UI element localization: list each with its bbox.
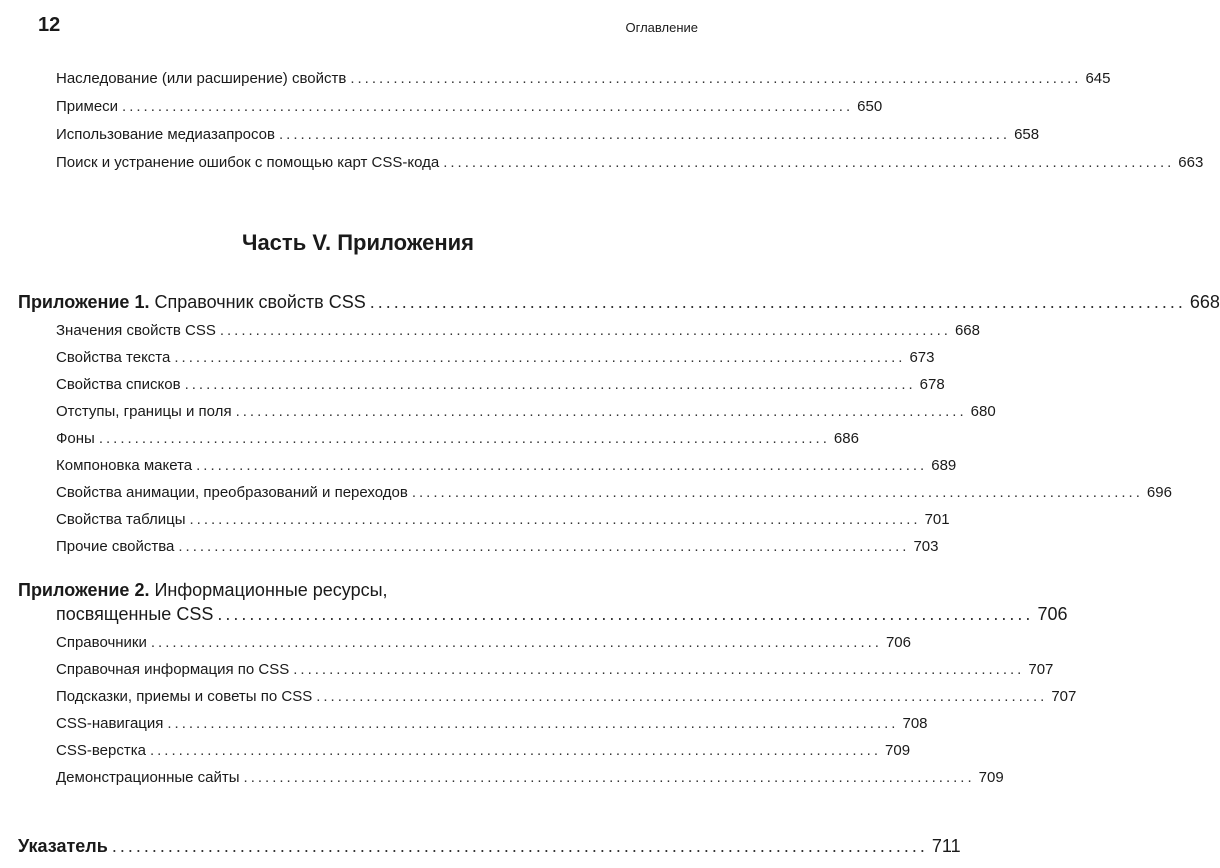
toc-entry-page: 673 <box>909 349 935 366</box>
leader-dots: ...................................................................................................... <box>235 403 967 420</box>
toc-entry-page: 706 <box>1037 604 1068 624</box>
toc-entry-label: Свойства текста <box>56 349 171 366</box>
appendix-2-prefix: Приложение 2. <box>18 580 150 600</box>
appendix-2-heading-cont[interactable] <box>56 604 1068 625</box>
index-label-text: Указатель <box>18 836 108 856</box>
toc-entry-label: Прочие свойства <box>56 538 175 555</box>
toc-entry-page: 668 <box>1189 292 1220 312</box>
leader-dots: ...................................................................................................... <box>150 634 882 651</box>
toc-entry-page: 707 <box>1051 688 1077 705</box>
toc-entry-label: Свойства таблицы <box>56 511 186 528</box>
toc-entry[interactable] <box>56 688 1077 705</box>
toc-entry-label: Подсказки, приемы и советы по CSS <box>56 688 313 705</box>
toc-entry-page: 663 <box>1178 154 1204 171</box>
toc-entry-label: CSS-навигация <box>56 715 164 732</box>
toc-entry-page: 709 <box>978 769 1004 786</box>
toc-entry-page: 696 <box>1146 484 1172 501</box>
leader-dots: ...................................................................................................... <box>293 661 1025 678</box>
leader-dots: ...................................................................................................... <box>219 322 951 339</box>
toc-entry[interactable] <box>56 511 950 528</box>
leader-dots: ...................................................................................................... <box>149 742 882 759</box>
running-header: Оглавление <box>625 20 698 35</box>
leader-dots: ...................................................................................................... <box>111 836 928 856</box>
toc-entry-label: Отступы, границы и поля <box>56 403 232 420</box>
toc-entry-page: 706 <box>885 634 911 651</box>
toc-entry-page: 650 <box>857 98 883 115</box>
leader-dots: ...................................................................................................... <box>243 769 975 786</box>
toc-entry-page: 703 <box>913 538 939 555</box>
leader-dots: ...................................................................................................... <box>189 511 921 528</box>
index-entry[interactable] <box>18 836 961 857</box>
leader-dots: ...................................................................................................... <box>316 688 1048 705</box>
toc-entry-page: 689 <box>931 457 957 474</box>
leader-dots: ...................................................................................................... <box>178 538 910 555</box>
toc-entry-label: Примеси <box>56 98 119 115</box>
toc-entry[interactable] <box>56 403 996 420</box>
leader-dots: ...................................................................................................... <box>184 376 916 393</box>
appendix-2-title-cont: посвященные CSS <box>56 604 214 624</box>
appendix-1-prefix: Приложение 1. <box>18 292 150 312</box>
index-label <box>18 836 108 857</box>
toc-entry[interactable] <box>56 349 935 366</box>
toc-entry-page: 680 <box>970 403 996 420</box>
toc-entry-page: 708 <box>902 715 928 732</box>
toc-entry[interactable] <box>56 457 957 474</box>
leader-dots: ...................................................................................................... <box>174 349 906 366</box>
toc-entry[interactable] <box>56 538 939 555</box>
appendix-1-heading[interactable] <box>18 292 1220 313</box>
appendix-2-heading[interactable] <box>18 580 698 601</box>
leader-dots: ...................................................................................................... <box>98 430 830 447</box>
appendix-1-title: Справочник свойств CSS <box>154 292 366 312</box>
appendix-2-title: Информационные ресурсы, <box>154 580 388 600</box>
toc-entry-page: 709 <box>885 742 911 759</box>
page-number: 12 <box>38 14 61 36</box>
toc-entry-label: Демонстрационные сайты <box>56 769 240 786</box>
toc-entry-label: Свойства списков <box>56 376 181 393</box>
leader-dots: ...................................................................................................... <box>196 457 928 474</box>
leader-dots: ...................................................................................................... <box>217 604 1034 624</box>
toc-entry-label: CSS-верстка <box>56 742 146 759</box>
toc-entry[interactable] <box>56 484 1172 501</box>
toc-entry[interactable] <box>56 715 928 732</box>
leader-dots: ...................................................................................................... <box>443 154 1175 171</box>
leader-dots: ...................................................................................................... <box>279 126 1011 143</box>
toc-entry[interactable] <box>56 634 911 651</box>
toc-entry-label: Справочная информация по CSS <box>56 661 290 678</box>
appendix-1-label <box>18 292 366 313</box>
toc-entry-label: Наследование (или расширение) свойств <box>56 70 347 87</box>
toc-entry[interactable] <box>56 430 859 447</box>
toc-entry[interactable] <box>56 70 1111 87</box>
toc-entry[interactable] <box>56 376 945 393</box>
toc-entry-label: Поиск и устранение ошибок с помощью карт CSS-кода <box>56 154 440 171</box>
appendix-2-label <box>18 580 388 601</box>
toc-entry-label: Справочники <box>56 634 147 651</box>
toc-entry[interactable] <box>56 769 1004 786</box>
toc-entry-page: 701 <box>924 511 950 528</box>
toc-entry[interactable] <box>56 154 1204 171</box>
toc-entry-page: 668 <box>954 322 980 339</box>
toc-entry-label: Компоновка макета <box>56 457 193 474</box>
leader-dots: ...................................................................................................... <box>350 70 1082 87</box>
leader-dots: ...................................................................................................... <box>122 98 854 115</box>
toc-entry-page: 658 <box>1014 126 1040 143</box>
leader-dots: ...................................................................................................... <box>411 484 1143 501</box>
part-title: Часть V. Приложения <box>241 230 475 255</box>
toc-entry[interactable] <box>56 98 883 115</box>
toc-entry-label: Фоны <box>56 430 95 447</box>
toc-entry-page: 686 <box>833 430 859 447</box>
toc-entry-label: Использование медиазапросов <box>56 126 275 143</box>
toc-entry-page: 678 <box>919 376 945 393</box>
leader-dots: ...................................................................................................... <box>369 292 1186 312</box>
toc-entry-page: 707 <box>1028 661 1054 678</box>
toc-entry[interactable] <box>56 742 911 759</box>
toc-entry-page: 711 <box>931 836 961 856</box>
toc-entry[interactable] <box>56 322 980 339</box>
toc-entry[interactable] <box>56 126 1040 143</box>
toc-entry-page: 645 <box>1085 70 1111 87</box>
toc-entry-label: Свойства анимации, преобразований и переходов <box>56 484 408 501</box>
toc-entry-label: Значения свойств CSS <box>56 322 216 339</box>
toc-entry[interactable] <box>56 661 1054 678</box>
leader-dots: ...................................................................................................... <box>167 715 899 732</box>
